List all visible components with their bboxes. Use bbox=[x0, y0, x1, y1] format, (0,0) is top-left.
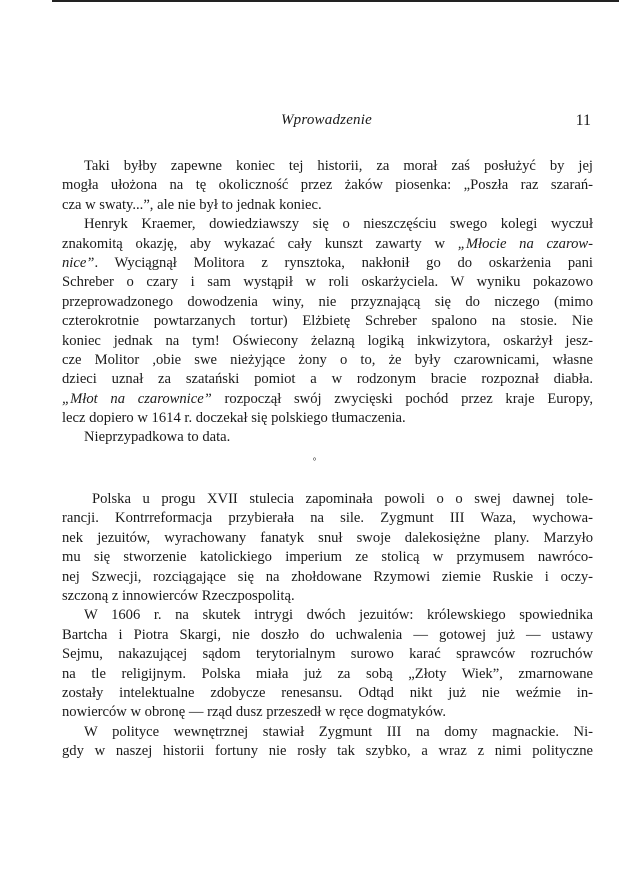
paragraph bbox=[78, 428, 593, 447]
top-rule bbox=[52, 0, 619, 2]
text-line: nice”. Wyciągnął Molitora z rynsztoka, nakłonił go do oskarżenia pani bbox=[62, 254, 593, 271]
text-line: gdy w naszej historii fortuny nie rosły tak szybko, a wraz z nimi polityczne bbox=[62, 743, 593, 760]
text-line: zostały intelektualne zdobycze renesansu. Odtąd nikt już nie weźmie in- bbox=[62, 684, 593, 701]
text-line: nek jezuitów, wyrachowany fanatyk snuł swoje dalekosiężne plany. Marzyło bbox=[62, 529, 593, 546]
text-line: mu się stworzenie katolickiego imperium ze stolicą w przymusem nawróco- bbox=[62, 549, 593, 566]
text-line: znakomitą okazję, aby wykazać cały kunszt zawarty w „Młocie na czarow- bbox=[62, 235, 593, 252]
section-separator: ° bbox=[312, 456, 317, 466]
text-line: mogła ułożona na tę okoliczność przez żaków piosenka: „Poszła raz szarań- bbox=[62, 177, 593, 194]
text-line: Henryk Kraemer, dowiedziawszy się o nieszczęściu swego kolegi wyczuł bbox=[84, 216, 593, 233]
running-title: Wprowadzenie bbox=[280, 112, 372, 128]
page-number: 11 bbox=[575, 112, 591, 129]
section-1 bbox=[62, 157, 593, 448]
text-line: cza w swaty...”, ale nie był to jednak koniec. bbox=[62, 196, 322, 213]
text-line: nowierców w obronę — rząd dusz przeszedł w ręce dogmatyków. bbox=[62, 704, 447, 721]
text-line: Bartcha i Piotra Skargi, nie doszło do uchwalenia — gotowej już — ustawy bbox=[62, 626, 593, 643]
text-line: czterokrotnie powtarzanych tortur) Elżbietę Schreber spalono na stosie. Nie bbox=[62, 313, 593, 330]
text-line: dzieci uznał za szatański pomiot a w rodzonym bracie rozpoznał diabła. bbox=[62, 371, 593, 388]
text-line: Schreber o czary i sam wystąpił w roli oskarżyciela. W wyniku pokazowo bbox=[62, 274, 593, 291]
text-line: Nieprzypadkowa to data. bbox=[84, 429, 231, 446]
text-line: lecz dopiero w 1614 r. doczekał się polskiego tłumaczenia. bbox=[62, 410, 406, 427]
text-line: W polityce wewnętrznej stawiał Zygmunt III na domy magnackie. Ni- bbox=[84, 723, 593, 740]
text-line: W 1606 r. na skutek intrygi dwóch jezuitów: królewskiego spowiednika bbox=[84, 607, 593, 624]
page-header bbox=[62, 112, 591, 134]
text-line: „Młot na czarownice” rozpoczął swój zwycięski pochód przez kraje Europy, bbox=[62, 390, 593, 407]
text-line: rancji. Kontrreformacja przybierała na sile. Zygmunt III Waza, wychowa- bbox=[62, 510, 593, 527]
paragraph bbox=[62, 606, 593, 722]
text-line: cze Molitor ,obie swe nieżyjące żony o to, że były czarownicami, własne bbox=[62, 351, 593, 368]
section-2 bbox=[62, 490, 593, 761]
paragraph bbox=[62, 723, 593, 762]
text-line: szczoną z innowierców Rzeczpospolitą. bbox=[62, 587, 295, 604]
text-line: Polska u progu XVII stulecia zapominała powoli o o swej dawnej tole- bbox=[92, 491, 593, 507]
text-line: nej Szwecji, rozciągające się na zhołdowane Rzymowi ziemie Ruskie i oczy- bbox=[62, 568, 593, 585]
text-line: przeprowadzonego dowodzenia winy, nie przyznającą się do niczego (mimo bbox=[62, 293, 593, 310]
text-line: Taki byłby zapewne koniec tej historii, za morał zaś posłużyć by jej bbox=[84, 158, 593, 174]
paragraph bbox=[62, 490, 593, 606]
text-line: koniec jednak na tym! Oświecony żelazną logiką inkwizytora, oskarżył jesz- bbox=[62, 332, 593, 349]
paragraph bbox=[62, 215, 593, 428]
text-line: Sejmu, nakazującej sądom terytorialnym surowo karać sprawców rozruchów bbox=[62, 646, 593, 663]
text-line: na tle religijnym. Polska miała już za sobą „Złoty Wiek”, zmarnowane bbox=[62, 665, 593, 682]
paragraph bbox=[62, 157, 593, 215]
